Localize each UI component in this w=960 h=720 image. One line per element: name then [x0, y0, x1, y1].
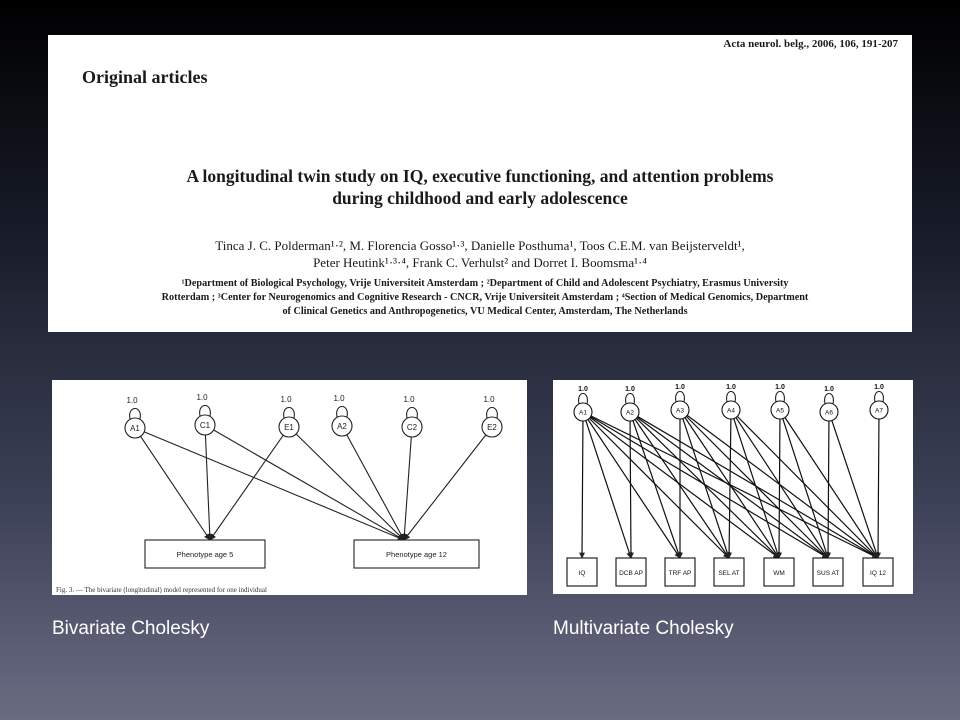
path-arrow-a6-to-measure-7: [832, 421, 878, 558]
variance-label: 1.0: [403, 395, 415, 404]
variance-loop-a3: [676, 392, 685, 403]
factor-label: A7: [875, 407, 883, 415]
variance-label: 1.0: [333, 394, 345, 403]
measure-label: IQ: [578, 570, 586, 577]
path-arrow-a6-to-measure-6: [828, 421, 829, 558]
path-arrow-E1-to-phenotype-age-5: [210, 435, 283, 540]
path-arrow-a5-to-measure-6: [783, 419, 828, 558]
path-arrow-A2-to-phenotype-age-12: [347, 435, 404, 540]
path-arrow-a4-to-measure-5: [734, 419, 779, 558]
affiliation-line-1: ¹Department of Biological Psychology, Vrije Universiteit Amsterdam ; ²Department of Child and Adolescent Psychiatry, Erasmus University: [181, 278, 789, 289]
affiliations: [76, 277, 894, 319]
path-arrow-a1-to-measure-2: [586, 421, 631, 558]
variance-label: 1.0: [824, 386, 834, 393]
bivariate-diagram: [52, 380, 527, 595]
path-arrow-a1-to-measure-5: [590, 417, 779, 558]
path-arrow-C2-to-phenotype-age-12: [404, 437, 411, 540]
path-arrow-a2-to-measure-4: [635, 419, 729, 558]
variance-loop-e2: [487, 408, 498, 419]
variance-label: 1.0: [874, 384, 884, 391]
path-arrow-a1-to-measure-7: [591, 416, 878, 558]
variance-label: 1.0: [625, 386, 635, 393]
path-arrow-a7-to-measure-7: [878, 419, 879, 558]
journal-citation: Acta neurol. belg., 2006, 106, 191-207: [723, 38, 898, 50]
section-heading: Original articles: [82, 67, 208, 87]
author-list: [48, 237, 912, 271]
variance-label: 1.0: [726, 384, 736, 391]
factor-label: E2: [487, 423, 497, 432]
bivariate-caption: Bivariate Cholesky: [52, 618, 210, 639]
paper-title: [48, 165, 912, 209]
variance-label: 1.0: [483, 395, 495, 404]
phenotype-label: Phenotype age 5: [176, 550, 234, 559]
path-arrow-E2-to-phenotype-age-12: [404, 435, 486, 540]
bivariate-path-diagram: [52, 380, 527, 595]
authors-line-1: Tinca J. C. Polderman¹·², M. Florencia Gosso¹·³, Danielle Posthuma¹, Toos C.E.M. van Beijsterveldt¹,: [215, 238, 745, 253]
path-arrow-a3-to-measure-4: [683, 419, 729, 558]
measure-label: SEL AT: [718, 570, 740, 577]
variance-label: 1.0: [578, 386, 588, 393]
variance-loop-c1: [200, 406, 211, 417]
path-arrow-a1-to-measure-1: [582, 421, 583, 558]
measure-label: IQ 12: [870, 570, 886, 577]
title-line-2: during childhood and early adolescence: [332, 188, 628, 208]
path-arrow-A1-to-phenotype-age-5: [141, 436, 210, 540]
factor-label: A2: [626, 409, 634, 417]
measure-label: WM: [773, 570, 785, 577]
variance-label: 1.0: [126, 396, 138, 405]
factor-label: A4: [727, 407, 735, 415]
multivariate-caption: Multivariate Cholesky: [553, 618, 734, 639]
title-line-1: A longitudinal twin study on IQ, executive functioning, and attention problems: [186, 166, 774, 186]
multivariate-path-diagram: [553, 380, 913, 594]
variance-loop-e1: [284, 408, 295, 419]
variance-loop-a1: [130, 409, 141, 420]
variance-label: 1.0: [775, 384, 785, 391]
factor-label: C2: [406, 423, 418, 432]
variance-loop-a2: [337, 407, 348, 418]
factor-label: A3: [676, 407, 684, 415]
path-arrow-a5-to-measure-5: [779, 419, 780, 558]
path-arrow-a3-to-measure-7: [687, 415, 878, 558]
multivariate-diagram: [553, 380, 913, 594]
variance-label: 1.0: [196, 393, 208, 402]
authors-line-2: Peter Heutink¹·³·⁴, Frank C. Verhulst² and Dorret I. Boomsma¹·⁴: [313, 255, 647, 270]
affiliation-line-3: of Clinical Genetics and Anthropogenetics, VU Medical Center, Amsterdam, The Netherlands: [282, 306, 688, 317]
measure-label: DCB AP: [619, 570, 643, 577]
measure-label: TRF AP: [668, 570, 692, 577]
variance-loop-a2: [626, 394, 635, 405]
factor-label: A6: [825, 409, 833, 417]
path-arrow-C1-to-phenotype-age-5: [205, 435, 210, 540]
measure-label: SUS AT: [816, 570, 840, 577]
affiliation-line-2: Rotterdam ; ³Center for Neurogenomics and Cognitive Research - CNCR, Vrije Universiteit Amsterdam ; ⁴Section of Medical Genomics, Department: [161, 292, 809, 303]
variance-loop-a6: [825, 394, 834, 405]
variance-loop-a1: [579, 394, 588, 405]
paper-header-image: [48, 35, 912, 332]
path-arrow-a1-to-measure-3: [588, 419, 680, 558]
variance-loop-a7: [875, 392, 884, 403]
path-arrow-a2-to-measure-3: [633, 421, 680, 558]
phenotype-label: Phenotype age 12: [386, 550, 447, 559]
variance-label: 1.0: [280, 395, 292, 404]
factor-label: C1: [199, 421, 211, 430]
path-arrow-a1-to-measure-6: [591, 417, 828, 558]
factor-label: E1: [284, 423, 294, 432]
factor-label: A1: [579, 409, 587, 417]
factor-label: A1: [130, 424, 140, 433]
variance-label: 1.0: [675, 384, 685, 391]
path-arrow-a2-to-measure-2: [630, 421, 631, 558]
path-arrow-a4-to-measure-4: [729, 419, 731, 558]
variance-loop-c2: [407, 408, 418, 419]
variance-loop-a5: [776, 392, 785, 403]
variance-loop-a4: [727, 392, 736, 403]
factor-label: A5: [776, 407, 784, 415]
factor-label: A2: [337, 422, 347, 431]
path-arrow-a3-to-measure-5: [685, 417, 779, 558]
figure-caption: Fig. 3. — The bivariate (longitudinal) model represented for one individual: [56, 586, 267, 594]
